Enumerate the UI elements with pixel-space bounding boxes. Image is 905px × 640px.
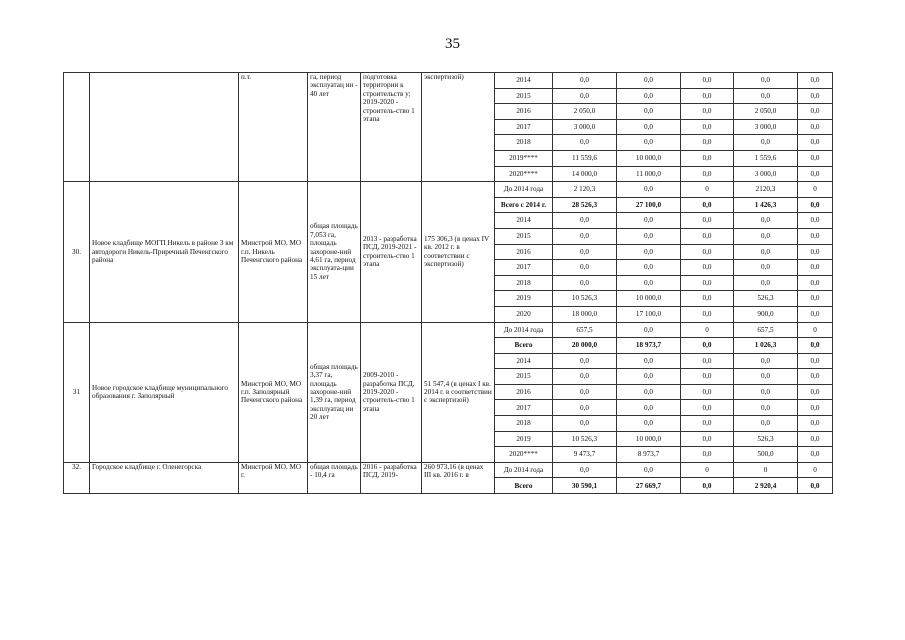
extra-budget-cell: 0	[798, 182, 833, 198]
extra-budget-cell: 0,0	[798, 73, 833, 89]
total-cell: 0,0	[553, 88, 617, 104]
characteristic-cell: общая площадь - 10,4 га	[308, 462, 361, 493]
municipal-cell: 526,3	[734, 431, 798, 447]
year-cell: 2019	[495, 291, 553, 307]
extra-budget-cell: 0,0	[798, 88, 833, 104]
extra-budget-cell: 0,0	[798, 150, 833, 166]
municipal-cell: 0,0	[734, 353, 798, 369]
regional-cell: 0,0	[681, 478, 734, 494]
federal-cell: 0,0	[617, 462, 681, 478]
item-number-cell: 30.	[64, 182, 90, 322]
year-cell: 2018	[495, 135, 553, 151]
federal-cell: 0,0	[617, 353, 681, 369]
total-cell: 0,0	[553, 369, 617, 385]
regional-cell: 0,0	[681, 291, 734, 307]
page-number: 35	[445, 36, 460, 52]
regional-cell: 0,0	[681, 338, 734, 354]
table-body	[64, 73, 833, 494]
municipal-cell: 2120,3	[734, 182, 798, 198]
extra-budget-cell: 0,0	[798, 213, 833, 229]
regional-cell: 0,0	[681, 384, 734, 400]
object-name-cell: Новое городское кладбище муниципального образования г. Заполярный	[90, 322, 239, 462]
extra-budget-cell: 0,0	[798, 400, 833, 416]
period-cell: подготовка территории к строительств у; 2019-2020 - строитель-ство 1 этапа	[361, 73, 422, 182]
federal-cell: 10 000,0	[617, 291, 681, 307]
federal-cell: 0,0	[617, 369, 681, 385]
executor-cell: Минстрой МО, МО г.п. Никель Печенгского района	[239, 182, 308, 322]
period-cell: 2016 - разработка ПСД, 2019-	[361, 462, 422, 493]
table-row	[64, 73, 833, 89]
total-cell: 0,0	[553, 400, 617, 416]
regional-cell: 0,0	[681, 135, 734, 151]
year-cell: 2015	[495, 369, 553, 385]
year-cell: 2017	[495, 260, 553, 276]
extra-budget-cell: 0,0	[798, 353, 833, 369]
municipal-cell: 0,0	[734, 244, 798, 260]
total-cell: 3 000,0	[553, 119, 617, 135]
year-cell: 2015	[495, 228, 553, 244]
federal-cell: 0,0	[617, 260, 681, 276]
table-row	[64, 182, 833, 198]
executor-cell: Минстрой МО, МО г.	[239, 462, 308, 493]
regional-cell: 0,0	[681, 306, 734, 322]
total-cell: 10 526,3	[553, 291, 617, 307]
federal-cell: 0,0	[617, 228, 681, 244]
municipal-cell: 0,0	[734, 369, 798, 385]
regional-cell: 0,0	[681, 416, 734, 432]
cost-cell: 51 547,4 (в ценах I кв. 2014 г. в соответствии с экспертизой)	[422, 322, 495, 462]
regional-cell: 0,0	[681, 447, 734, 463]
year-cell: До 2014 года	[495, 182, 553, 198]
federal-cell: 0,0	[617, 182, 681, 198]
extra-budget-cell: 0,0	[798, 197, 833, 213]
federal-cell: 18 973,7	[617, 338, 681, 354]
municipal-cell: 0,0	[734, 73, 798, 89]
year-cell: Всего	[495, 478, 553, 494]
municipal-cell: 0,0	[734, 135, 798, 151]
municipal-cell: 526,3	[734, 291, 798, 307]
municipal-cell: 0,0	[734, 88, 798, 104]
year-cell: 2016	[495, 244, 553, 260]
cost-cell: 260 973,16 (в ценах III кв. 2016 г. в	[422, 462, 495, 493]
extra-budget-cell: 0,0	[798, 135, 833, 151]
federal-cell: 0,0	[617, 322, 681, 338]
municipal-cell: 1 559,6	[734, 150, 798, 166]
year-cell: 2016	[495, 104, 553, 120]
program-table	[63, 72, 833, 494]
regional-cell: 0,0	[681, 260, 734, 276]
total-cell: 2 120,3	[553, 182, 617, 198]
regional-cell: 0	[681, 322, 734, 338]
federal-cell: 0,0	[617, 88, 681, 104]
regional-cell: 0,0	[681, 150, 734, 166]
cost-cell: 175 306,3 (в ценах IV кв. 2012 г. в соответствии с экспертизой)	[422, 182, 495, 322]
municipal-cell: 0,0	[734, 228, 798, 244]
extra-budget-cell: 0,0	[798, 244, 833, 260]
total-cell: 9 473,7	[553, 447, 617, 463]
municipal-cell: 0,0	[734, 275, 798, 291]
total-cell: 0,0	[553, 244, 617, 260]
regional-cell: 0,0	[681, 353, 734, 369]
total-cell: 0,0	[553, 416, 617, 432]
year-cell: Всего с 2014 г.	[495, 197, 553, 213]
municipal-cell: 3 000,0	[734, 166, 798, 182]
federal-cell: 0,0	[617, 213, 681, 229]
federal-cell: 0,0	[617, 135, 681, 151]
regional-cell: 0,0	[681, 369, 734, 385]
federal-cell: 8 973,7	[617, 447, 681, 463]
regional-cell: 0,0	[681, 119, 734, 135]
regional-cell: 0,0	[681, 228, 734, 244]
total-cell: 11 559,6	[553, 150, 617, 166]
total-cell: 10 526,3	[553, 431, 617, 447]
year-cell: Всего	[495, 338, 553, 354]
municipal-cell: 900,0	[734, 306, 798, 322]
characteristic-cell: общая площадь 3,37 га, площадь захороне-ний 1,39 га, период эксплуатац ии 20 лет	[308, 322, 361, 462]
year-cell: 2020****	[495, 447, 553, 463]
total-cell: 0,0	[553, 462, 617, 478]
year-cell: До 2014 года	[495, 462, 553, 478]
table-row	[64, 322, 833, 338]
federal-cell: 27 100,0	[617, 197, 681, 213]
extra-budget-cell: 0,0	[798, 275, 833, 291]
total-cell: 14 000,0	[553, 166, 617, 182]
total-cell: 0,0	[553, 213, 617, 229]
municipal-cell: 2 050,0	[734, 104, 798, 120]
regional-cell: 0,0	[681, 275, 734, 291]
extra-budget-cell: 0,0	[798, 338, 833, 354]
year-cell: 2019****	[495, 150, 553, 166]
year-cell: 2020****	[495, 166, 553, 182]
extra-budget-cell: 0,0	[798, 306, 833, 322]
item-number-cell	[64, 73, 90, 182]
municipal-cell: 657,5	[734, 322, 798, 338]
year-cell: До 2014 года	[495, 322, 553, 338]
federal-cell: 11 000,0	[617, 166, 681, 182]
executor-cell: Минстрой МО, МО г.п. Заполярный Печенгского района	[239, 322, 308, 462]
year-cell: 2020	[495, 306, 553, 322]
year-cell: 2018	[495, 416, 553, 432]
regional-cell: 0,0	[681, 104, 734, 120]
municipal-cell: 3 000,0	[734, 119, 798, 135]
municipal-cell: 1 026,3	[734, 338, 798, 354]
municipal-cell: 0	[734, 462, 798, 478]
extra-budget-cell: 0,0	[798, 369, 833, 385]
total-cell: 0,0	[553, 384, 617, 400]
extra-budget-cell: 0,0	[798, 447, 833, 463]
federal-cell: 0,0	[617, 104, 681, 120]
total-cell: 0,0	[553, 135, 617, 151]
extra-budget-cell: 0,0	[798, 260, 833, 276]
year-cell: 2014	[495, 213, 553, 229]
federal-cell: 27 669,7	[617, 478, 681, 494]
item-number-cell: 32.	[64, 462, 90, 493]
executor-cell: п.т.	[239, 73, 308, 182]
regional-cell: 0,0	[681, 400, 734, 416]
characteristic-cell: га, период эксплуатац ии - 40 лет	[308, 73, 361, 182]
federal-cell: 0,0	[617, 400, 681, 416]
total-cell: 30 590,1	[553, 478, 617, 494]
characteristic-cell: общая площадь 7,053 га, площадь захороне-ний 4,61 га, период эксплуата-ции 15 лет	[308, 182, 361, 322]
extra-budget-cell: 0	[798, 462, 833, 478]
federal-cell: 0,0	[617, 244, 681, 260]
regional-cell: 0,0	[681, 88, 734, 104]
extra-budget-cell: 0,0	[798, 119, 833, 135]
total-cell: 0,0	[553, 73, 617, 89]
total-cell: 0,0	[553, 275, 617, 291]
year-cell: 2017	[495, 119, 553, 135]
extra-budget-cell: 0,0	[798, 104, 833, 120]
object-name-cell	[90, 73, 239, 182]
object-name-cell: Городское кладбище г. Оленегорска	[90, 462, 239, 493]
period-cell: 2009-2010 - разработка ПСД, 2019-2020 - строитель-ство 1 этапа	[361, 322, 422, 462]
regional-cell: 0,0	[681, 213, 734, 229]
regional-cell: 0,0	[681, 73, 734, 89]
federal-cell: 0,0	[617, 384, 681, 400]
year-cell: 2014	[495, 73, 553, 89]
regional-cell: 0,0	[681, 244, 734, 260]
extra-budget-cell: 0,0	[798, 384, 833, 400]
extra-budget-cell: 0,0	[798, 478, 833, 494]
federal-cell: 17 100,0	[617, 306, 681, 322]
municipal-cell: 0,0	[734, 400, 798, 416]
municipal-cell: 500,0	[734, 447, 798, 463]
regional-cell: 0	[681, 462, 734, 478]
total-cell: 0,0	[553, 353, 617, 369]
extra-budget-cell: 0	[798, 322, 833, 338]
year-cell: 2019	[495, 431, 553, 447]
total-cell: 2 050,0	[553, 104, 617, 120]
total-cell: 657,5	[553, 322, 617, 338]
year-cell: 2017	[495, 400, 553, 416]
regional-cell: 0,0	[681, 431, 734, 447]
municipal-cell: 0,0	[734, 384, 798, 400]
item-number-cell: 31	[64, 322, 90, 462]
object-name-cell: Новое кладбище МОГП Никель в районе 3 км автодороги Никель-Приречный Печенгского района	[90, 182, 239, 322]
year-cell: 2014	[495, 353, 553, 369]
municipal-cell: 0,0	[734, 213, 798, 229]
federal-cell: 0,0	[617, 119, 681, 135]
total-cell: 0,0	[553, 228, 617, 244]
total-cell: 20 000,0	[553, 338, 617, 354]
extra-budget-cell: 0,0	[798, 291, 833, 307]
federal-cell: 0,0	[617, 275, 681, 291]
table-row	[64, 462, 833, 478]
extra-budget-cell: 0,0	[798, 228, 833, 244]
year-cell: 2018	[495, 275, 553, 291]
cost-cell: экспертизой)	[422, 73, 495, 182]
municipal-cell: 1 426,3	[734, 197, 798, 213]
year-cell: 2016	[495, 384, 553, 400]
extra-budget-cell: 0,0	[798, 416, 833, 432]
total-cell: 28 526,3	[553, 197, 617, 213]
federal-cell: 0,0	[617, 416, 681, 432]
total-cell: 0,0	[553, 260, 617, 276]
federal-cell: 0,0	[617, 73, 681, 89]
municipal-cell: 0,0	[734, 260, 798, 276]
regional-cell: 0,0	[681, 197, 734, 213]
regional-cell: 0	[681, 182, 734, 198]
municipal-cell: 2 920,4	[734, 478, 798, 494]
extra-budget-cell: 0,0	[798, 431, 833, 447]
period-cell: 2013 - разработка ПСД, 2019-2021 - строитель-ство 1 этапа	[361, 182, 422, 322]
total-cell: 18 000,0	[553, 306, 617, 322]
federal-cell: 10 000,0	[617, 431, 681, 447]
federal-cell: 10 000,0	[617, 150, 681, 166]
municipal-cell: 0,0	[734, 416, 798, 432]
regional-cell: 0,0	[681, 166, 734, 182]
year-cell: 2015	[495, 88, 553, 104]
extra-budget-cell: 0,0	[798, 166, 833, 182]
